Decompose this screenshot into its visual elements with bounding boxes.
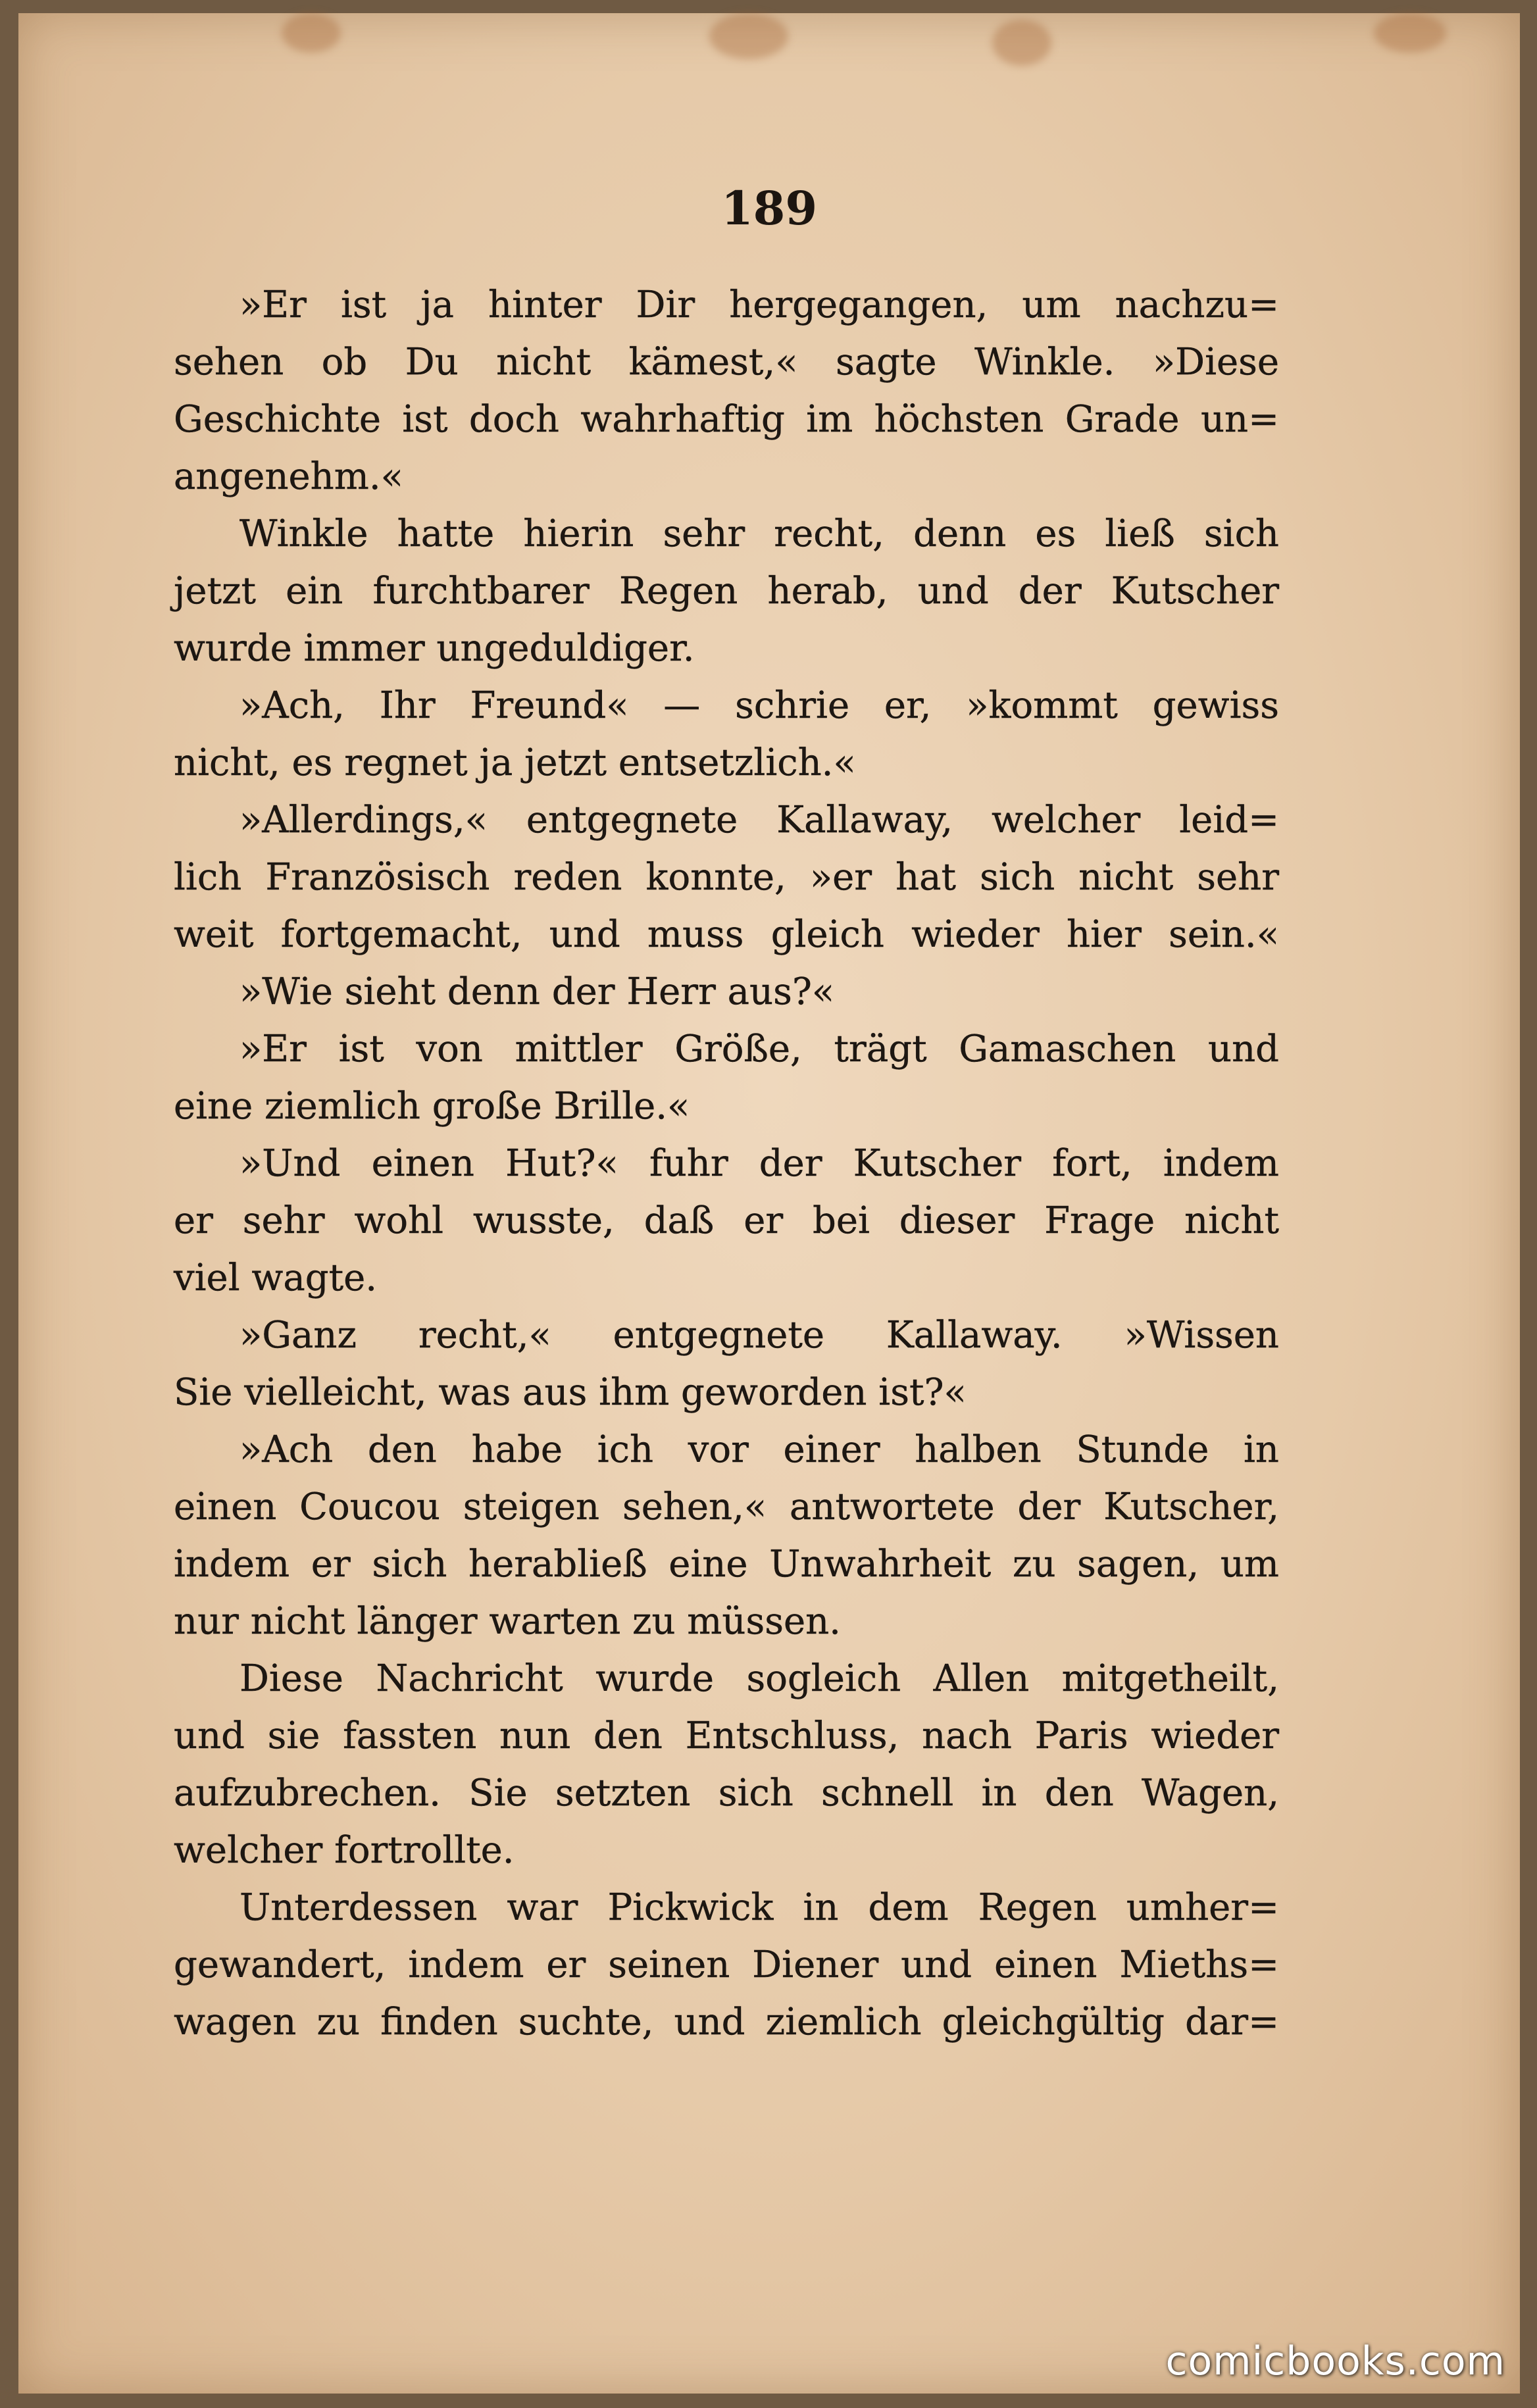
page-stain [709,13,788,59]
page-stain [1374,13,1446,53]
text-line: Winkle hatte hierin sehr recht, denn es ließ sich [239,513,1279,555]
text-line: einen Coucou steigen sehen,« antwortete der Kutscher, [174,1486,1279,1528]
text-line: er sehr wohl wusste, daß er bei dieser Frage nicht [174,1199,1279,1242]
text-line: Geschichte ist doch wahrhaftig im höchsten Grade un= [174,398,1279,441]
text-line: weit fortgemacht, und muss gleich wieder hier sein.« [174,913,1279,956]
text-line: nur nicht länger warten zu müssen. [174,1600,841,1643]
text-line: »Ganz recht,« entgegnete Kallaway. »Wissen [239,1314,1279,1357]
text-line: Unterdessen war Pickwick in dem Regen umher= [239,1886,1279,1929]
text-line: »Ach den habe ich vor einer halben Stunde in [239,1428,1279,1471]
text-line: Diese Nachricht wurde sogleich Allen mitgetheilt, [239,1657,1279,1700]
page-stain [992,20,1051,66]
page-stain [282,13,341,53]
text-line: lich Französisch reden konnte, »er hat sich nicht sehr [174,856,1279,899]
text-line: sehen ob Du nicht kämest,« sagte Winkle. »Diese [174,341,1279,384]
text-line: gewandert, indem er seinen Diener und einen Mieths= [174,1944,1279,1986]
text-line: »Er ist von mittler Größe, trägt Gamaschen und [239,1028,1279,1070]
text-line: nicht, es regnet ja jetzt entsetzlich.« [174,741,856,784]
text-line: und sie fassten nun den Entschluss, nach Paris wieder [174,1715,1279,1757]
page-number: 189 [720,181,818,236]
text-line: Sie vielleicht, was aus ihm geworden ist?« [174,1371,967,1414]
text-line: »Allerdings,« entgegnete Kallaway, welcher leid= [239,799,1279,841]
book-page [18,13,1520,2394]
text-line: »Und einen Hut?« fuhr der Kutscher fort, indem [239,1142,1279,1185]
text-line: viel wagte. [174,1257,378,1299]
text-line: eine ziemlich große Brille.« [174,1085,690,1128]
text-line: wagen zu finden suchte, und ziemlich gleichgültig dar= [174,2001,1279,2044]
body-text [174,276,1279,2051]
text-line: welcher fortrollte. [174,1829,515,1872]
text-line: angenehm.« [174,455,403,498]
text-line: »Ach, Ihr Freund« — schrie er, »kommt gewiss [239,684,1279,727]
text-line: wurde immer ungeduldiger. [174,627,695,670]
site-watermark: comicbooks.com [1165,2338,1505,2384]
text-line: jetzt ein furchtbarer Regen herab, und der Kutscher [174,570,1279,613]
text-line: indem er sich herabließ eine Unwahrheit zu sagen, um [174,1543,1279,1586]
text-line: »Wie sieht denn der Herr aus?« [239,970,835,1013]
text-line: aufzubrechen. Sie setzten sich schnell in den Wagen, [174,1772,1279,1815]
text-line: »Er ist ja hinter Dir hergegangen, um nachzu= [239,284,1279,326]
